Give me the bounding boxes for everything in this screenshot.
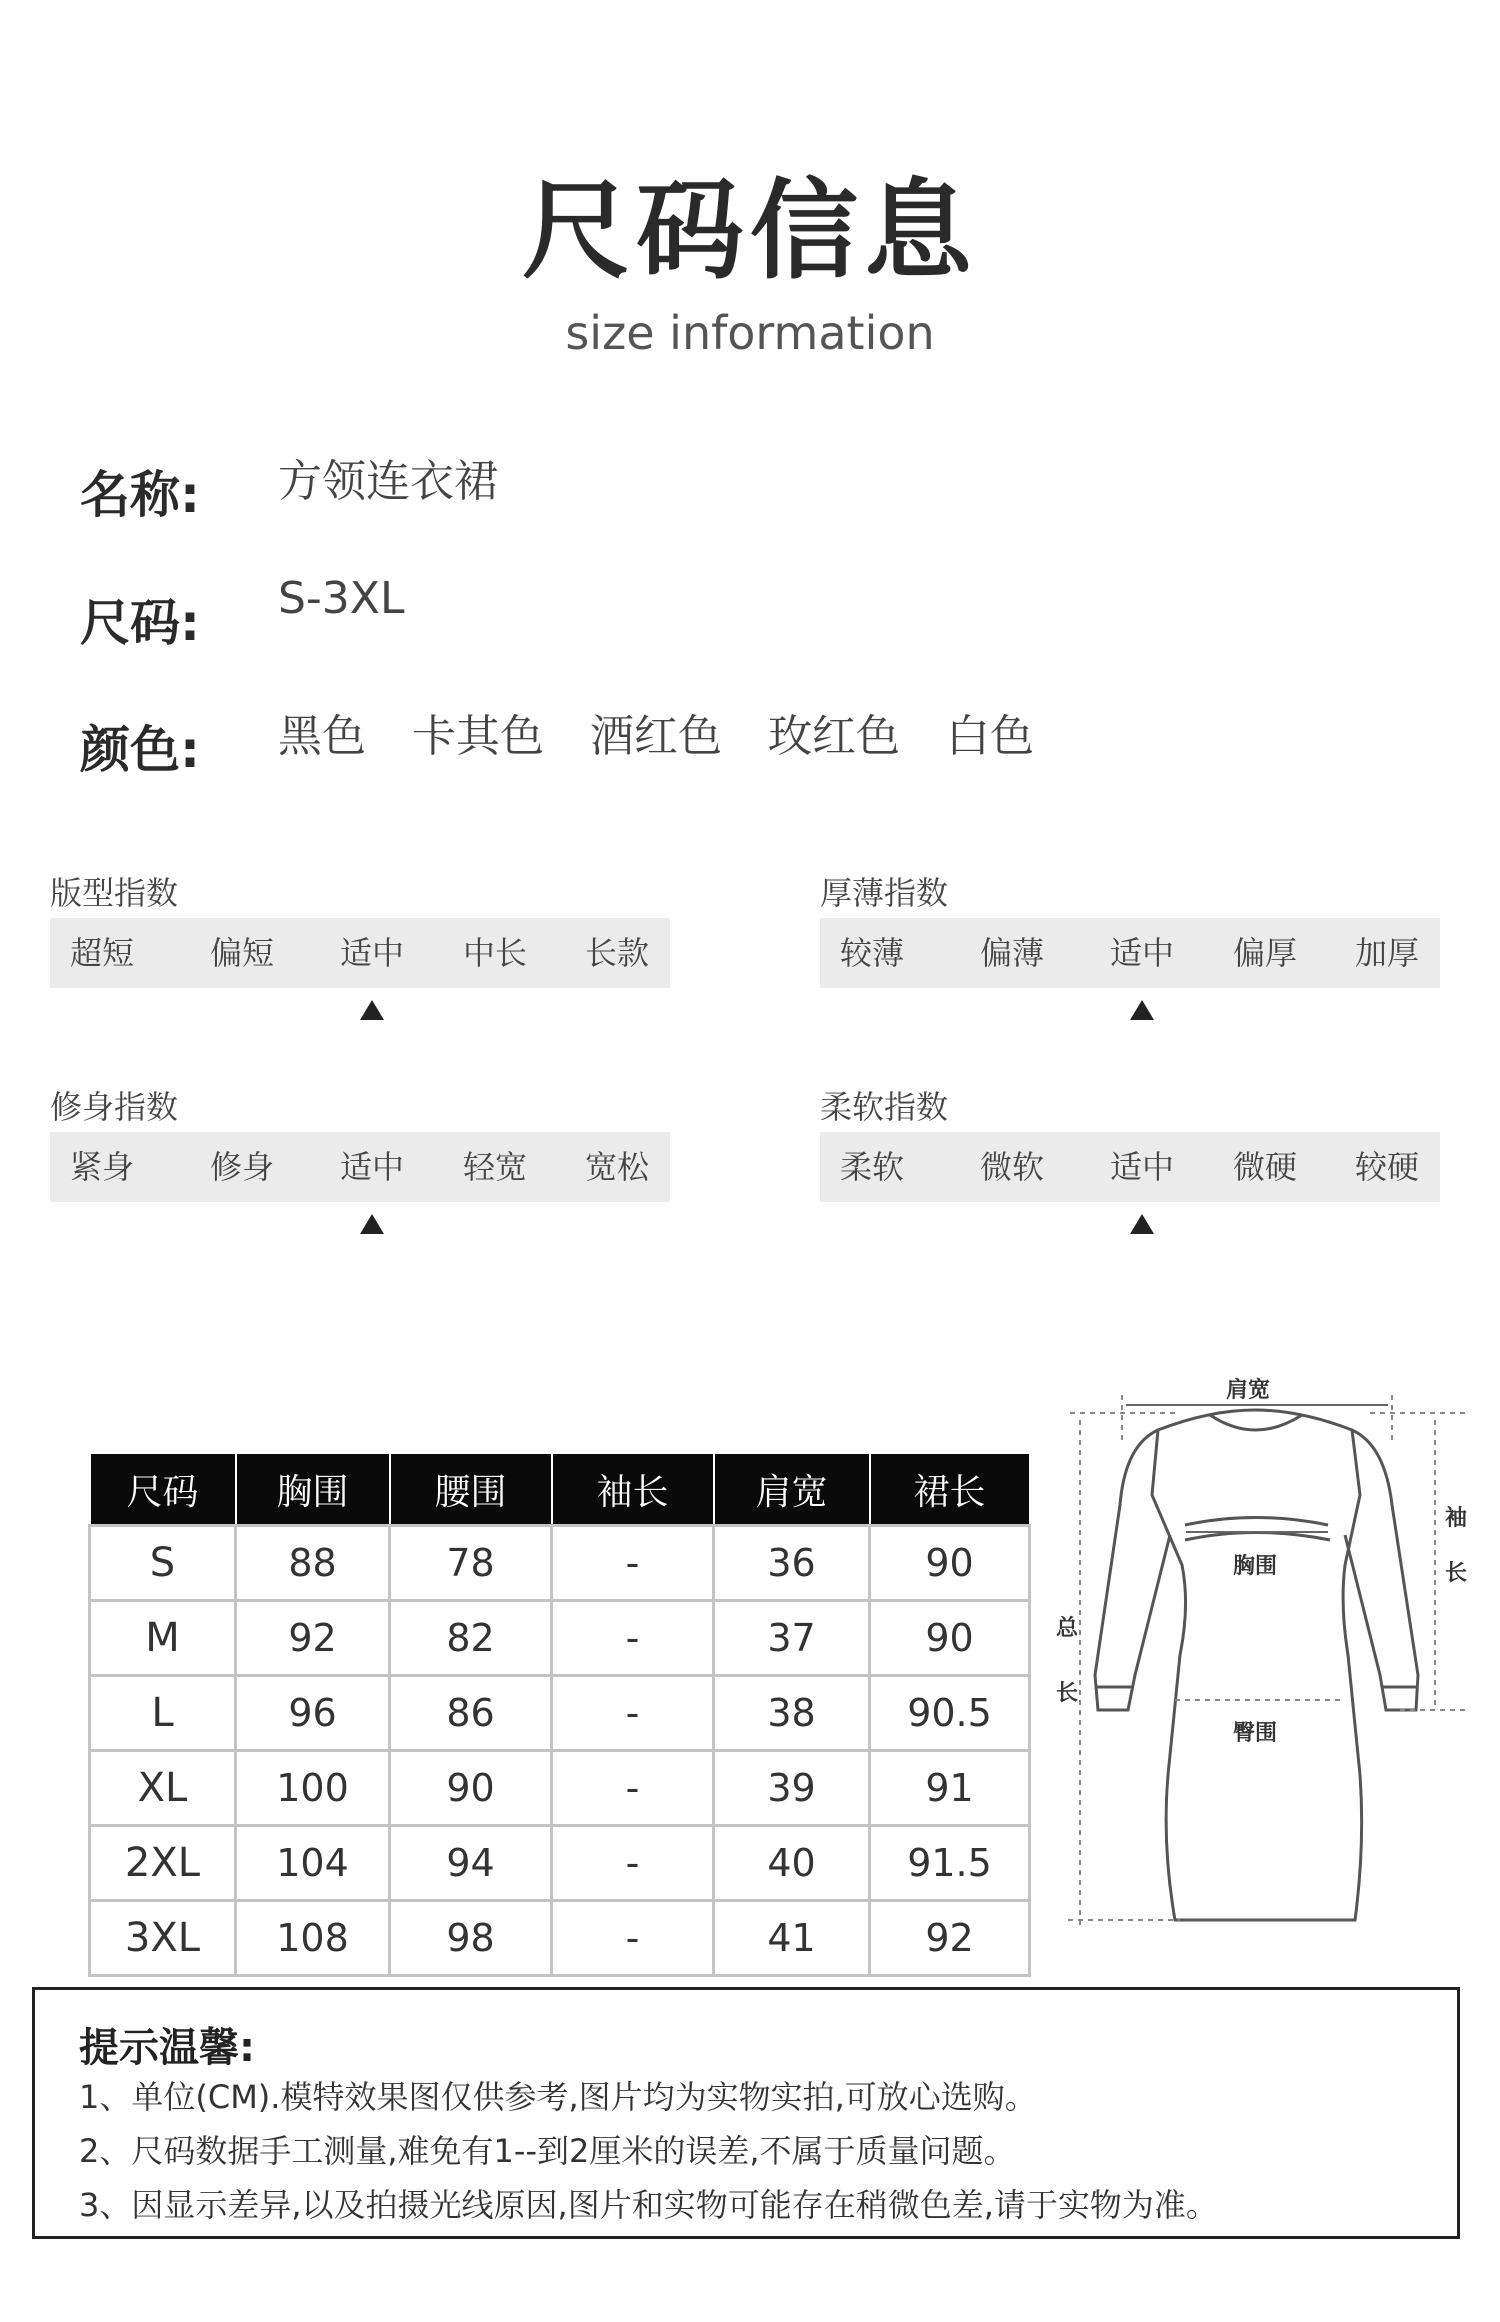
scale-option: 适中 (1110, 934, 1175, 972)
triangle-up-icon (360, 1214, 384, 1234)
table-cell: 37 (714, 1601, 870, 1676)
scale-option: 柔软 (840, 1148, 905, 1186)
tips-box (32, 1987, 1460, 2239)
triangle-up-icon (1130, 1214, 1154, 1234)
dress-diagram (1040, 1365, 1480, 1945)
table-cell: L (90, 1676, 236, 1751)
scale-option: 紧身 (70, 1148, 135, 1186)
diagram-chest-label: 胸围 (1233, 1554, 1278, 1579)
table-cell: - (552, 1751, 714, 1826)
scale-title: 柔软指数 (820, 1088, 949, 1126)
diagram-shoulder-label: 肩宽 (1226, 1378, 1271, 1403)
table-cell: 38 (714, 1676, 870, 1751)
scale-option: 适中 (1110, 1148, 1175, 1186)
table-row (90, 1676, 1030, 1751)
table-cell: 91 (870, 1751, 1030, 1826)
color-option: 黑色 (278, 711, 366, 762)
table-header-cell: 裙长 (870, 1453, 1030, 1526)
table-cell: 96 (236, 1676, 390, 1751)
diagram-length-label-1: 总 (1056, 1616, 1079, 1641)
diagram-sleeve-label-2: 长 (1445, 1561, 1468, 1586)
diagram-length-label-2: 长 (1056, 1681, 1079, 1706)
table-cell: 92 (236, 1601, 390, 1676)
table-cell: 86 (390, 1676, 552, 1751)
table-cell: 91.5 (870, 1826, 1030, 1901)
table-cell: - (552, 1526, 714, 1601)
table-cell: - (552, 1601, 714, 1676)
table-cell: M (90, 1601, 236, 1676)
table-cell: 90.5 (870, 1676, 1030, 1751)
diagram-hip-label: 臀围 (1233, 1721, 1278, 1746)
scale-option: 宽松 (585, 1148, 650, 1186)
scale-option: 较薄 (840, 934, 905, 972)
table-header-row (90, 1453, 1030, 1526)
table-cell: 90 (390, 1751, 552, 1826)
scale-option: 偏短 (210, 934, 275, 972)
table-header-cell: 袖长 (552, 1453, 714, 1526)
scale-option: 适中 (340, 1148, 405, 1186)
table-header-cell: 胸围 (236, 1453, 390, 1526)
color-option: 酒红色 (590, 711, 722, 762)
scale-title: 修身指数 (50, 1088, 179, 1126)
scale-option: 修身 (210, 1148, 275, 1186)
size-label: 尺码: (80, 594, 200, 652)
tips-title: 提示温馨: (79, 2025, 255, 2071)
table-cell: 94 (390, 1826, 552, 1901)
table-cell: 39 (714, 1751, 870, 1826)
table-cell: - (552, 1901, 714, 1976)
diagram-sleeve-label-1: 袖 (1445, 1506, 1468, 1531)
color-option: 玫红色 (768, 711, 900, 762)
name-value: 方领连衣裙 (278, 456, 498, 507)
table-cell: 78 (390, 1526, 552, 1601)
table-cell: 3XL (90, 1901, 236, 1976)
triangle-up-icon (360, 1000, 384, 1020)
scale-option: 较硬 (1355, 1148, 1420, 1186)
table-row (90, 1826, 1030, 1901)
scale-option: 中长 (463, 934, 528, 972)
thickness-index (820, 868, 1440, 1058)
table-cell: 36 (714, 1526, 870, 1601)
table-cell: 41 (714, 1901, 870, 1976)
color-option: 白色 (946, 711, 1034, 762)
page-subtitle: size information (565, 306, 935, 360)
color-option: 卡其色 (412, 711, 544, 762)
scale-option: 微软 (980, 1148, 1045, 1186)
scale-option: 偏薄 (980, 934, 1045, 972)
table-cell: 104 (236, 1826, 390, 1901)
table-row (90, 1751, 1030, 1826)
table-cell: 92 (870, 1901, 1030, 1976)
table-cell: 108 (236, 1901, 390, 1976)
slim-fit-index (50, 1082, 670, 1272)
table-cell: 2XL (90, 1826, 236, 1901)
name-label: 名称: (80, 466, 200, 524)
tip-line: 3、因显示差异,以及拍摄光线原因,图片和实物可能存在稍微色差,请于实物为准。 (79, 2186, 1218, 2224)
table-header-cell: 肩宽 (714, 1453, 870, 1526)
softness-index (820, 1082, 1440, 1272)
table-cell: 90 (870, 1601, 1030, 1676)
table-header-cell: 腰围 (390, 1453, 552, 1526)
triangle-up-icon (1130, 1000, 1154, 1020)
table-cell: 100 (236, 1751, 390, 1826)
scale-bar (820, 1132, 1440, 1202)
color-list (278, 700, 1066, 764)
table-cell: 82 (390, 1601, 552, 1676)
dress-outline-icon (1040, 1365, 1480, 1945)
scale-option: 轻宽 (463, 1148, 528, 1186)
table-row (90, 1526, 1030, 1601)
table-cell: 40 (714, 1826, 870, 1901)
table-cell: 88 (236, 1526, 390, 1601)
scale-bar (50, 1132, 670, 1202)
size-value: S-3XL (278, 573, 405, 624)
scale-title: 厚薄指数 (820, 874, 949, 912)
scale-option: 加厚 (1355, 934, 1420, 972)
table-row (90, 1601, 1030, 1676)
table-cell: - (552, 1676, 714, 1751)
table-cell: 90 (870, 1526, 1030, 1601)
scale-option: 长款 (585, 934, 650, 972)
size-table (88, 1452, 1031, 1977)
scale-option: 微硬 (1233, 1148, 1298, 1186)
scale-bar (820, 918, 1440, 988)
table-cell: - (552, 1826, 714, 1901)
scale-option: 偏厚 (1233, 934, 1298, 972)
scale-bar (50, 918, 670, 988)
tip-line: 1、单位(CM).模特效果图仅供参考,图片均为实物实拍,可放心选购。 (79, 2078, 1037, 2116)
table-row (90, 1901, 1030, 1976)
tip-line: 2、尺码数据手工测量,难免有1--到2厘米的误差,不属于质量问题。 (79, 2132, 1016, 2170)
table-cell: 98 (390, 1901, 552, 1976)
table-cell: S (90, 1526, 236, 1601)
page-title: 尺码信息 (521, 169, 978, 294)
color-label: 颜色: (80, 721, 200, 779)
scale-option: 超短 (70, 934, 135, 972)
fit-length-index (50, 868, 670, 1058)
scale-title: 版型指数 (50, 874, 179, 912)
scale-option: 适中 (340, 934, 405, 972)
table-cell: XL (90, 1751, 236, 1826)
table-header-cell: 尺码 (90, 1453, 236, 1526)
